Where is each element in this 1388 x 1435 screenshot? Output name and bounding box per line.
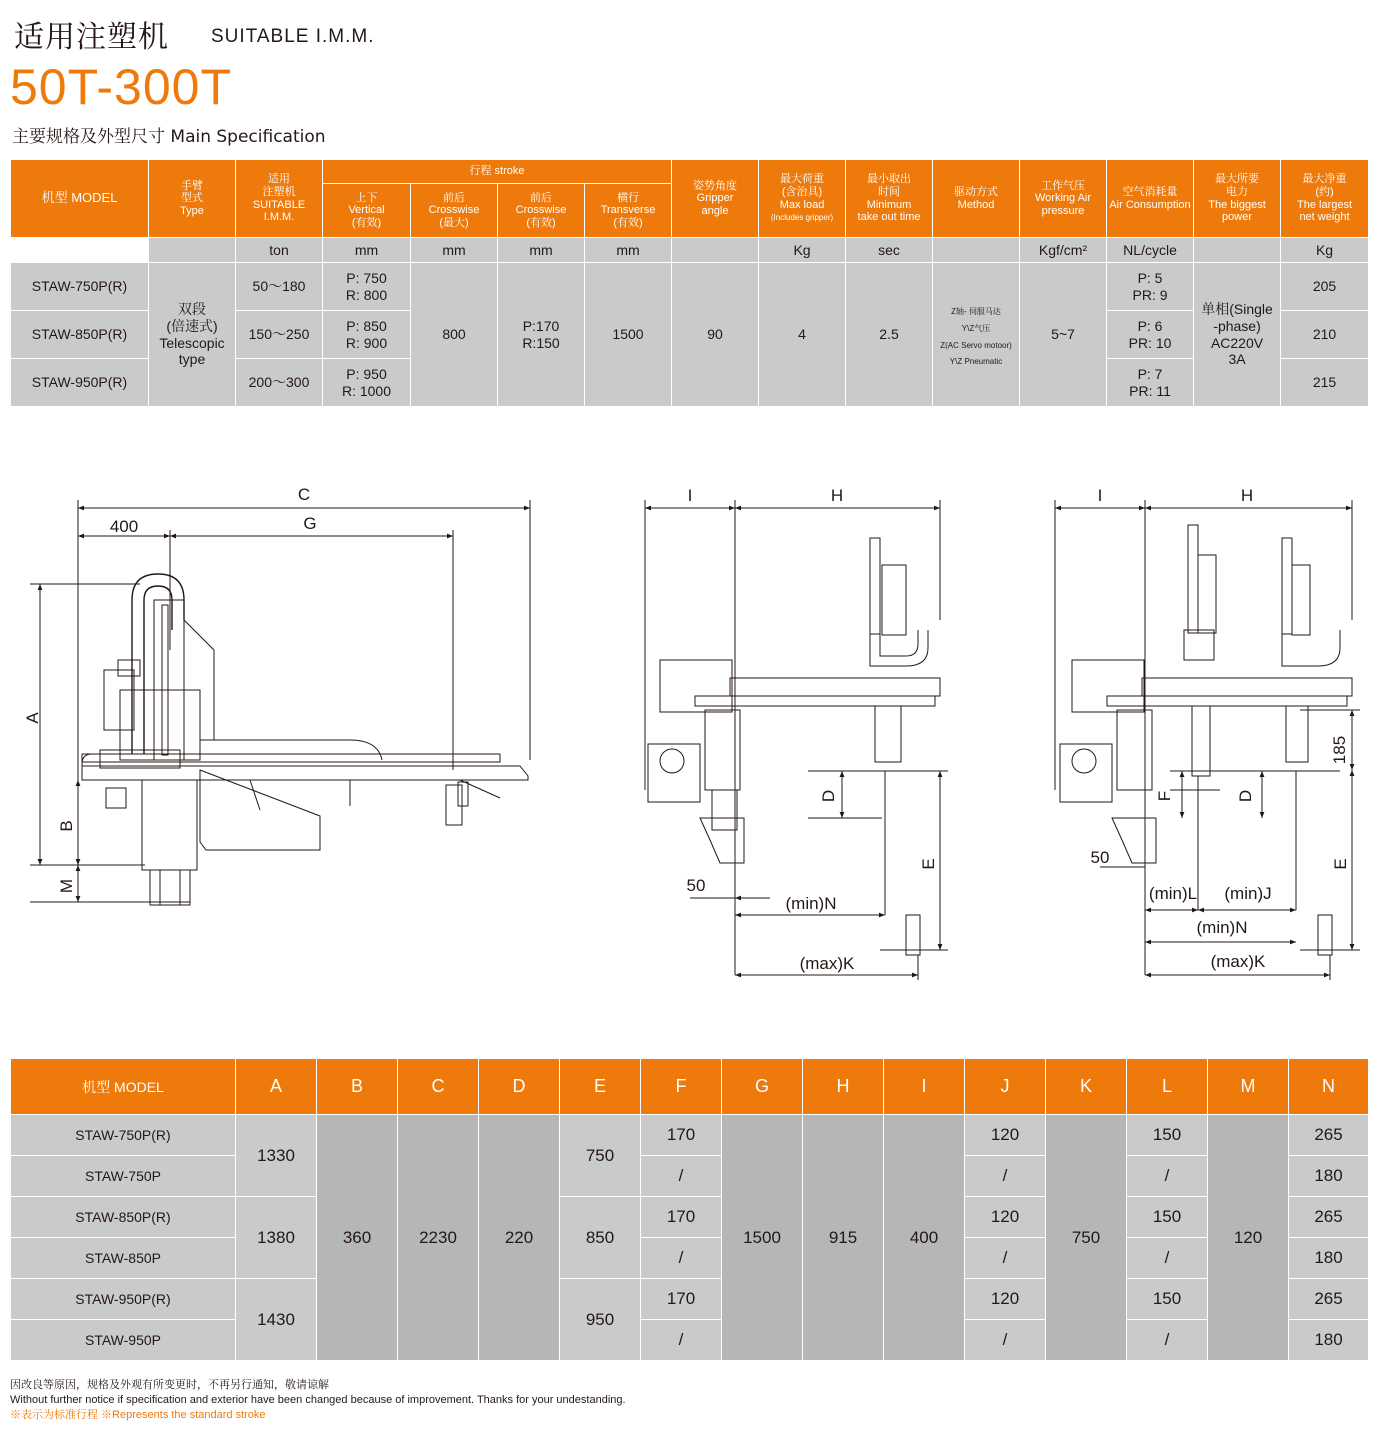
spec-weight: 205 [1281,263,1369,311]
dim-label-h: H [830,486,844,505]
dims-header-e: E [560,1059,641,1115]
dims-header-f: F [641,1059,722,1115]
spec-model: STAW-950P(R) [11,359,149,407]
spec-gripper: 90 [672,263,759,407]
spec-header-method: 驱动方式 Method [933,160,1020,238]
dim-label-50-2: 50 [1090,848,1110,867]
dim-label-m: M [57,878,76,894]
spec-vertical: P: 850 R: 900 [323,311,411,359]
dims-header-n: N [1289,1059,1369,1115]
dims-a: 1330 [236,1115,317,1197]
spec-imm: 150～250 [236,311,323,359]
dim-label-g: G [303,514,317,533]
spec-maxload: 4 [759,263,846,407]
dim-label-50: 50 [686,876,706,895]
dims-header-model: 机型 MODEL [11,1059,236,1115]
dims-c: 2230 [398,1115,479,1361]
dim-label-f: F [1155,790,1174,802]
spec-power: 单相(Single -phase) AC220V 3A [1194,263,1281,407]
dims-j: / [965,1156,1046,1197]
dims-e: 750 [560,1115,641,1197]
spec-header-takeout: 最小取出 时间 Minimum take out time [846,160,933,238]
dims-header-h: H [803,1059,884,1115]
dims-header-i: I [884,1059,965,1115]
dims-f: 170 [641,1115,722,1156]
spec-consumption: P: 6 PR: 10 [1107,311,1194,359]
note-en: Without further notice if specification and exterior have been changed because of improvement. Thanks for your undestanding. [10,1394,626,1406]
spec-crosswise-eff: P:170 R:150 [498,263,585,407]
title-en: SUITABLE I.M.M. [211,26,375,47]
dims-header-d: D [479,1059,560,1115]
dim-label-min-l: (min)L [1148,884,1198,903]
dim-label-c: C [297,485,311,504]
dims-j: / [965,1320,1046,1361]
unit-air: Kgf/cm² [1020,238,1107,263]
unit-weight: Kg [1281,238,1369,263]
dims-j: 120 [965,1115,1046,1156]
dims-f: 170 [641,1279,722,1320]
footnotes [10,1378,626,1423]
dim-label-e-2: E [1331,858,1350,870]
tonnage-range: 50T-300T [10,59,233,115]
dims-model: STAW-950P [11,1320,236,1361]
spec-header-weight: 最大净重 (约) The largest net weight [1281,160,1369,238]
dim-label-a: A [23,712,42,724]
dims-n: 180 [1289,1238,1369,1279]
spec-header-vertical: 上下 Vertical (有效) [323,184,411,238]
unit-takeout: sec [846,238,933,263]
spec-weight: 215 [1281,359,1369,407]
dims-j: 120 [965,1197,1046,1238]
dims-l: 150 [1127,1115,1208,1156]
spec-header-air-consumption: 空气消耗量 Air Consumption [1107,160,1194,238]
dims-model: STAW-950P(R) [11,1279,236,1320]
spec-method: Z轴- 伺服马达 Y\Z气压 Z(AC Servo motoor) Y\Z Pneumatic [933,263,1020,407]
dims-header-a: A [236,1059,317,1115]
spec-header-transverse: 横行 Transverse (有效) [585,184,672,238]
spec-vertical: P: 950 R: 1000 [323,359,411,407]
dims-f: 170 [641,1197,722,1238]
dims-model: STAW-750P(R) [11,1115,236,1156]
spec-header-air-pressure: 工作气压 Working Air pressure [1020,160,1107,238]
spec-header-imm: 适用 注塑机 SUITABLE I.M.M. [236,160,323,238]
spec-header-model: 机型 MODEL [11,160,149,238]
dim-label-b: B [57,820,76,832]
spec-table [10,159,1369,407]
dims-l: / [1127,1238,1208,1279]
spec-transverse: 1500 [585,263,672,407]
dims-b: 360 [317,1115,398,1361]
title-cn: 适用注塑机 [14,20,169,55]
note-cn: 因改良等原因，规格及外观有所变更时，不再另行通知，敬请谅解 [10,1379,329,1391]
dims-n: 265 [1289,1197,1369,1238]
dims-e: 950 [560,1279,641,1361]
dims-model: STAW-850P [11,1238,236,1279]
dims-l: / [1127,1320,1208,1361]
spec-header-maxload: 最大荷重 (含治具) Max load (Includes gripper) [759,160,846,238]
dims-header-g: G [722,1059,803,1115]
unit-blank [1194,238,1281,263]
dim-label-d: D [819,789,838,803]
unit-transverse: mm [585,238,672,263]
spec-header-stroke: 行程 stroke [323,160,672,184]
dims-header-m: M [1208,1059,1289,1115]
dim-label-max-k: (max)K [799,954,855,973]
dim-label-max-k-2: (max)K [1210,952,1266,971]
dims-m: 120 [1208,1115,1289,1361]
spec-model: STAW-850P(R) [11,311,149,359]
unit-crosswise-eff: mm [498,238,585,263]
spec-crosswise-max: 800 [411,263,498,407]
dims-j: 120 [965,1279,1046,1320]
dims-l: / [1127,1156,1208,1197]
unit-blank [11,238,149,263]
front-view-drawing-dual [1055,500,1360,980]
dim-label-e: E [919,858,938,870]
dims-n: 180 [1289,1320,1369,1361]
spec-consumption: P: 5 PR: 9 [1107,263,1194,311]
dims-d: 220 [479,1115,560,1361]
dims-l: 150 [1127,1279,1208,1320]
dims-header-j: J [965,1059,1046,1115]
spec-header-arm-type: 手臂 型式 Type [149,160,236,238]
dims-a: 1380 [236,1197,317,1279]
dims-k: 750 [1046,1115,1127,1361]
dims-f: / [641,1238,722,1279]
note-standard-stroke: ※表示为标准行程 ※Represents the standard stroke [10,1409,266,1421]
spec-model: STAW-750P(R) [11,263,149,311]
dims-e: 850 [560,1197,641,1279]
unit-consumption: NL/cycle [1107,238,1194,263]
spec-takeout: 2.5 [846,263,933,407]
dims-h: 915 [803,1115,884,1361]
dims-header-l: L [1127,1059,1208,1115]
dim-label-i: I [687,486,693,505]
dim-label-min-j: (min)J [1224,884,1272,903]
dim-label-min-n-2: (min)N [1196,918,1248,937]
spec-imm: 200～300 [236,359,323,407]
spec-header-gripper: 姿势角度 Gripper angle [672,160,759,238]
spec-consumption: P: 7 PR: 11 [1107,359,1194,407]
unit-blank [933,238,1020,263]
spec-air-pressure: 5~7 [1020,263,1107,407]
unit-maxload: Kg [759,238,846,263]
dims-n: 265 [1289,1279,1369,1320]
dims-i: 400 [884,1115,965,1361]
dims-n: 265 [1289,1115,1369,1156]
dim-label-d-2: D [1236,789,1255,803]
spec-vertical: P: 750 R: 800 [323,263,411,311]
unit-crosswise-max: mm [411,238,498,263]
dim-label-400: 400 [109,517,139,536]
spec-header-power: 最大所要 电力 The biggest power [1194,160,1281,238]
unit-vertical: mm [323,238,411,263]
spec-header-crosswise-max: 前后 Crosswise (最大) [411,184,498,238]
dimensions-table [10,1058,1369,1361]
side-view-drawing [30,500,530,905]
dim-label-i-2: I [1097,486,1103,505]
dim-label-min-n: (min)N [785,894,837,913]
dims-g: 1500 [722,1115,803,1361]
spec-weight: 210 [1281,311,1369,359]
dims-j: / [965,1238,1046,1279]
dimension-drawings [0,470,1388,1000]
unit-blank [672,238,759,263]
dims-f: / [641,1320,722,1361]
spec-header-crosswise-eff: 前后 Crosswise (有效) [498,184,585,238]
unit-blank [149,238,236,263]
dims-n: 180 [1289,1156,1369,1197]
dims-header-c: C [398,1059,479,1115]
unit-imm: ton [236,238,323,263]
dims-header-k: K [1046,1059,1127,1115]
dims-f: / [641,1156,722,1197]
dim-label-185: 185 [1330,735,1349,765]
dims-model: STAW-850P(R) [11,1197,236,1238]
dims-a: 1430 [236,1279,317,1361]
spec-arm-type: 双段 (倍速式) Telescopic type [149,263,236,407]
section-subtitle: 主要规格及外型尺寸 Main Specification [12,127,326,147]
dims-model: STAW-750P [11,1156,236,1197]
spec-imm: 50～180 [236,263,323,311]
dims-header-b: B [317,1059,398,1115]
dims-l: 150 [1127,1197,1208,1238]
dim-label-h-2: H [1240,486,1254,505]
